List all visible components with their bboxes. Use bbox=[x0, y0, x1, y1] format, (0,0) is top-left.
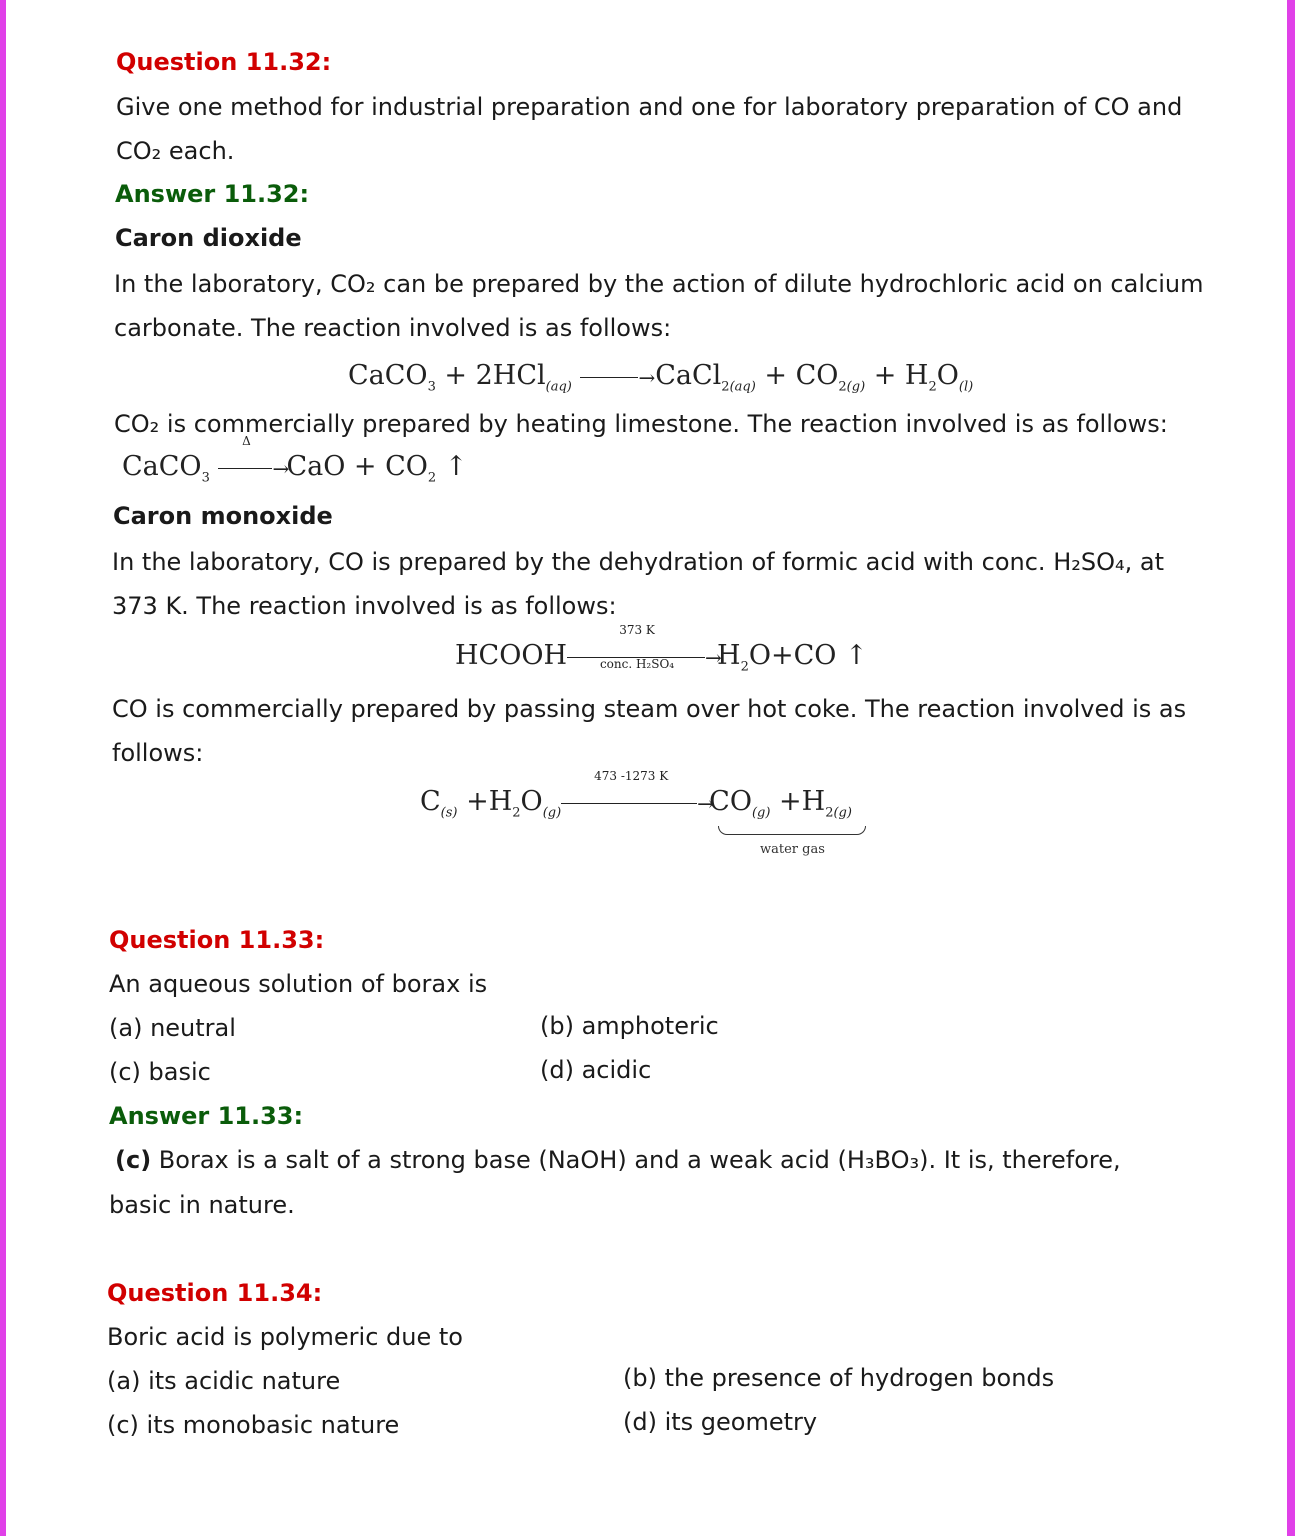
option-b-amphoteric: (b) amphoteric bbox=[540, 1012, 719, 1040]
answer-choice: (c) bbox=[115, 1146, 152, 1174]
option-c-basic: (c) basic bbox=[109, 1058, 211, 1086]
lab-co2-text-line2: carbonate. The reaction involved is as follows: bbox=[114, 314, 672, 342]
lab-co-text-line1: In the laboratory, CO is prepared by the dehydration of formic acid with conc. H₂SO₄, at bbox=[112, 548, 1164, 576]
question-11-32-text-line2: CO₂ each. bbox=[116, 137, 235, 165]
answer-11-33-title: Answer 11.33: bbox=[109, 1102, 304, 1130]
lab-co-text-line2: 373 K. The reaction involved is as follows: bbox=[112, 592, 617, 620]
equation-caco3-hcl: CaCO$_3$ + 2HCl$_{(aq)}$ →CaCl$_{2(aq)}$ + $CO_{2(g)} + H_2O_{(l)}$ bbox=[348, 360, 974, 395]
heading-carbon-monoxide: Caron monoxide bbox=[113, 502, 333, 530]
question-11-32-title: Question 11.32: bbox=[116, 48, 332, 76]
heading-carbon-dioxide: Caron dioxide bbox=[115, 224, 302, 252]
question-11-33-title: Question 11.33: bbox=[109, 926, 325, 954]
option-b-hydrogen-bonds: (b) the presence of hydrogen bonds bbox=[623, 1364, 1055, 1392]
option-a-neutral: (a) neutral bbox=[109, 1014, 236, 1042]
equation-water-gas: $C_{(s)} +H_2O_{(g)}$ 473 -1273 K $\to CO_{(g)} +H_{2(g)}$ bbox=[420, 769, 852, 821]
water-gas-label: water gas bbox=[760, 842, 825, 857]
equation-formic-acid: HCOOH 373 K → conc. H₂SO₄ $H_2O+CO$ ↑ bbox=[455, 623, 868, 675]
option-d-geometry: (d) its geometry bbox=[623, 1408, 818, 1436]
temp-range-label: 473 -1273 K bbox=[594, 769, 669, 783]
option-c-monobasic: (c) its monobasic nature bbox=[107, 1411, 400, 1439]
option-d-acidic: (d) acidic bbox=[540, 1056, 652, 1084]
water-gas-brace bbox=[718, 826, 866, 835]
commercial-co-text-line1: CO is commercially prepared by passing steam over hot coke. The reaction involved is as bbox=[112, 695, 1187, 723]
left-border bbox=[0, 0, 6, 1536]
commercial-co-text-line2: follows: bbox=[112, 739, 204, 767]
equation-limestone: CaCO$_3$ Δ $\to CaO + CO_2$ ↑ bbox=[122, 434, 468, 486]
question-11-34-text: Boric acid is polymeric due to bbox=[107, 1323, 463, 1351]
right-border bbox=[1287, 0, 1295, 1536]
answer-11-33-text-line1 bbox=[115, 1146, 1121, 1174]
answer-11-32-title: Answer 11.32: bbox=[115, 180, 310, 208]
question-11-34-title: Question 11.34: bbox=[107, 1279, 323, 1307]
answer-explanation: Borax is a salt of a strong base (NaOH) and a weak acid (H₃BO₃). It is, therefore, bbox=[151, 1146, 1121, 1174]
temp-373k-label: 373 K bbox=[619, 623, 655, 637]
lab-co2-text-line1: In the laboratory, CO₂ can be prepared by the action of dilute hydrochloric acid on calcium bbox=[114, 270, 1204, 298]
delta-label: Δ bbox=[242, 434, 251, 448]
commercial-co2-text: CO₂ is commercially prepared by heating limestone. The reaction involved is as follows: bbox=[114, 410, 1168, 438]
option-a-acidic-nature: (a) its acidic nature bbox=[107, 1367, 341, 1395]
question-11-33-text: An aqueous solution of borax is bbox=[109, 970, 488, 998]
question-11-32-text-line1: Give one method for industrial preparation and one for laboratory preparation of CO and bbox=[116, 93, 1183, 121]
answer-11-33-text-line2: basic in nature. bbox=[109, 1191, 295, 1219]
conc-h2so4-label: conc. H₂SO₄ bbox=[599, 657, 675, 671]
